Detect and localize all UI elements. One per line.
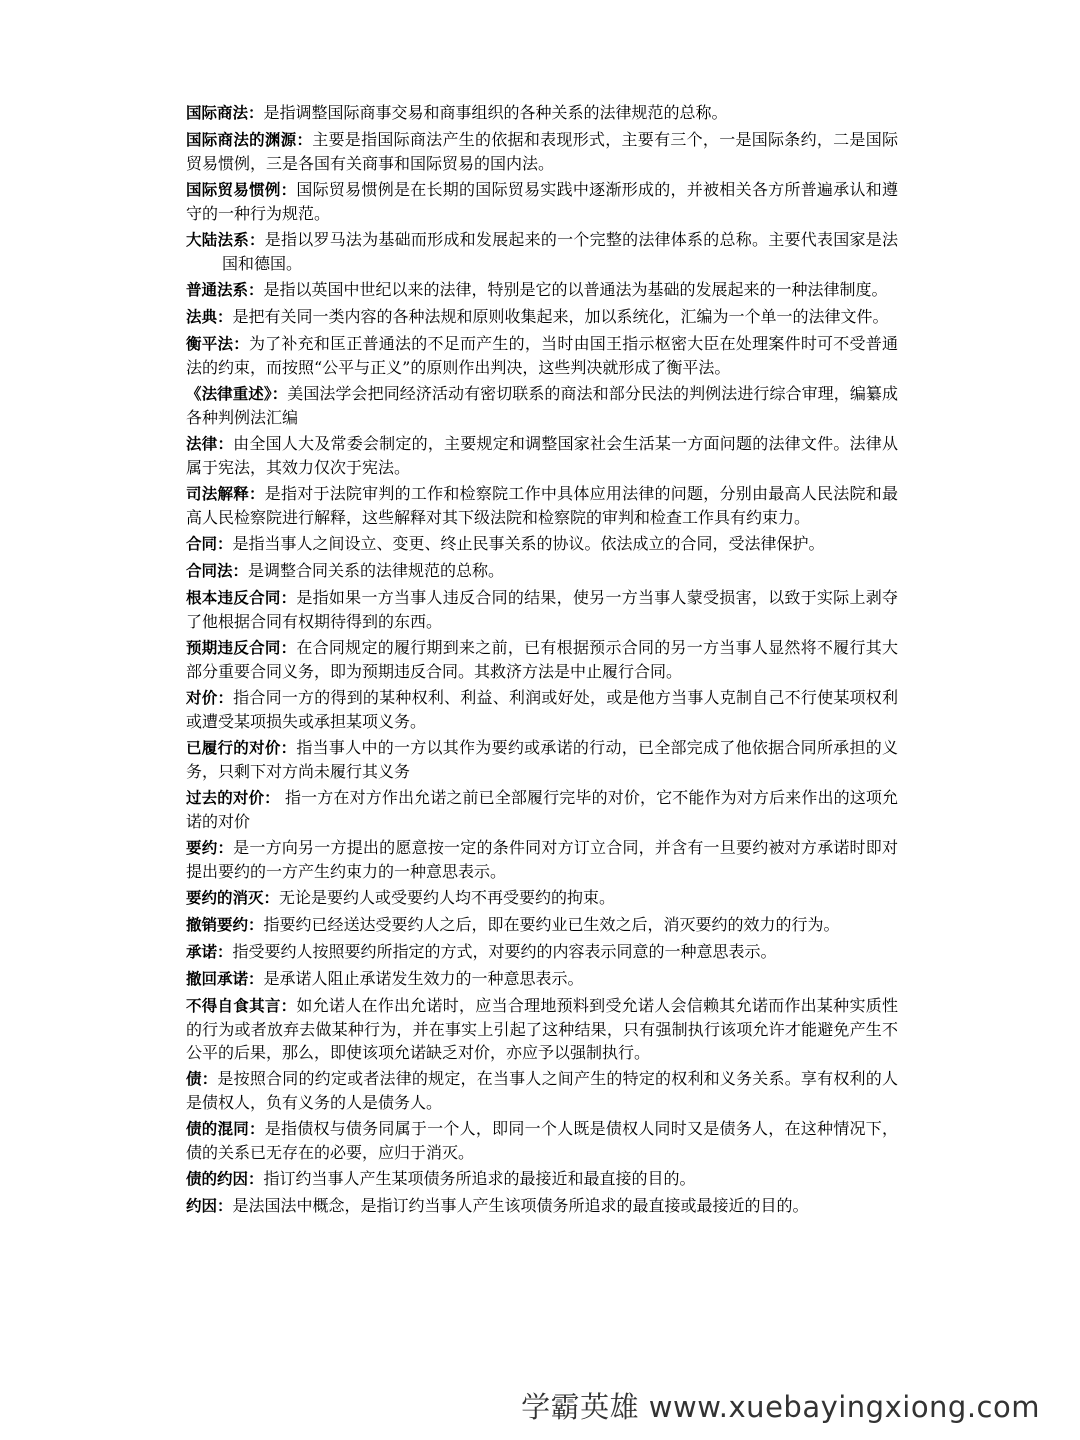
- entry-definition: 是把有关同一类内容的各种法规和原则收集起来，加以系统化，汇编为一个单一的法律文件。: [232, 307, 889, 326]
- entry-fundamental-breach: [186, 586, 898, 633]
- entry-definition: 由全国人大及常委会制定的，主要规定和调整国家社会生活某一方面问题的法律文件。法律从属于宪法，其效力仅次于宪法。: [186, 434, 898, 477]
- entry-cause: [186, 1194, 898, 1218]
- entry-term: 《法律重述》：: [186, 385, 288, 403]
- entry-term: 约因：: [186, 1197, 233, 1215]
- entry-definition: 美国法学会把同经济活动有密切联系的商法和部分民法的判例法进行综合审理，编纂成各种判例法汇编: [186, 384, 898, 427]
- entry-definition: 在合同规定的履行期到来之前，已有根据预示合同的另一方当事人显然将不履行其大部分重要合同义务，即为预期违反合同。其救济方法是中止履行合同。: [186, 638, 898, 681]
- entry-definition: 是承诺人阻止承诺发生效力的一种意思表示。: [263, 969, 584, 988]
- entry-international-commercial-law: [186, 101, 898, 125]
- entry-term: 债的约因：: [186, 1170, 264, 1188]
- entry-term: 预期违反合同：: [186, 639, 297, 657]
- entry-definition: 主要是指国际商法产生的依据和表现形式，主要有三个，一是国际条约，二是国际贸易惯例，三是各国有关商事和国际贸易的国内法。: [186, 130, 898, 173]
- entry-sources-of-law: [186, 128, 898, 175]
- entry-definition: 指当事人中的一方以其作为要约或承诺的行动，已全部完成了他依据合同所承担的义务，只剩下对方尚未履行其义务: [186, 738, 898, 781]
- entry-contract: [186, 532, 898, 556]
- entry-term: 国际商法的渊源：: [186, 131, 313, 149]
- entry-definition: 是指债权与债务同属于一个人，即同一个人既是债权人同时又是债务人，在这种情况下，债的关系已无存在的必要，应归于消灭。: [186, 1119, 898, 1162]
- entry-offer-termination: [186, 886, 898, 910]
- entry-definition: 指合同一方的得到的某种权利、利益、利润或好处，或是他方当事人克制自己不行使某项权利或遭受某项损失或承担某项义务。: [186, 688, 898, 731]
- entry-definition: 指受要约人按照要约所指定的方式，对要约的内容表示同意的一种意思表示。: [232, 942, 777, 961]
- entry-term: 法典：: [186, 308, 233, 326]
- entry-definition: 是指对于法院审判的工作和检察院工作中具体应用法律的问题，分别由最高人民法院和最高人民检察院进行解释，这些解释对其下级法院和检察院的审判和检查工作具有约束力。: [186, 484, 898, 527]
- entry-term: 国际贸易惯例：: [186, 181, 297, 199]
- entry-definition: 为了补充和匡正普通法的不足而产生的，当时由国王指示枢密大臣在处理案件时可不受普通法的约束，而按照“公平与正义”的原则作出判决，这些判决就形成了衡平法。: [186, 334, 898, 377]
- entry-term: 撤回承诺：: [186, 970, 264, 988]
- entry-definition: 是指调整国际商事交易和商事组织的各种关系的法律规范的总称。: [263, 103, 728, 122]
- entry-definition: 是指如果一方当事人违反合同的结果，使另一方当事人蒙受损害，以致于实际上剥夺了他根据合同有权期待得到的东西。: [186, 588, 898, 631]
- entry-term: 合同法：: [186, 562, 249, 580]
- entry-offer: [186, 836, 898, 883]
- entry-definition: 是法国法中概念，是指订约当事人产生该项债务所追求的最直接或最接近的目的。: [232, 1196, 809, 1215]
- entry-term: 衡平法：: [186, 335, 249, 353]
- entry-term: 要约的消灭：: [186, 889, 280, 907]
- entry-term: 国际商法：: [186, 104, 264, 122]
- entry-restatement: [186, 382, 898, 429]
- entry-definition: 无论是要约人或受要约人均不再受要约的拘束。: [279, 888, 616, 907]
- entry-definition: 如允诺人在作出允诺时，应当合理地预料到受允诺人会信赖其允诺而作出某种实质性的行为或者放弃去做某种行为，并在事实上引起了这种结果，只有强制执行该项允许才能避免产生不公平的后果，那么，即使该项允诺缺乏对价，亦应予以强制执行。: [186, 996, 898, 1062]
- entry-equity: [186, 332, 898, 379]
- entry-definition: 是按照合同的约定或者法律的规定，在当事人之间产生的特定的权利和义务关系。享有权利的人是债权人，负有义务的人是债务人。: [186, 1069, 898, 1112]
- entry-term: 要约：: [186, 839, 234, 857]
- watermark: 学霸英雄 www.xuebayingxiong.com: [521, 1390, 1040, 1424]
- entry-common-law-system: [186, 278, 898, 302]
- entry-term: 过去的对价：: [186, 789, 280, 807]
- entry-term: 债的混同：: [186, 1120, 265, 1138]
- entry-law: [186, 432, 898, 479]
- entry-term: 法律：: [186, 435, 234, 453]
- entry-term: 对价：: [186, 689, 234, 707]
- entry-anticipatory-breach: [186, 636, 898, 683]
- entry-definition: 是指以英国中世纪以来的法律，特别是它的以普通法为基础的发展起来的一种法律制度。: [263, 280, 888, 299]
- entry-offer-revocation: [186, 913, 898, 937]
- entry-obligation: [186, 1067, 898, 1114]
- entry-definition: 国际贸易惯例是在长期的国际贸易实践中逐渐形成的，并被相关各方所普遍承认和遵守的一种行为规范。: [186, 180, 898, 223]
- entry-term: 普通法系：: [186, 281, 264, 299]
- entry-consideration: [186, 686, 898, 733]
- entry-definition: 是指当事人之间设立、变更、终止民事关系的协议。依法成立的合同，受法律保护。: [232, 534, 825, 553]
- entry-cause-of-obligation: [186, 1167, 898, 1191]
- entry-term: 已履行的对价：: [186, 739, 297, 757]
- entry-contract-law: [186, 559, 898, 583]
- entry-term: 撤销要约：: [186, 916, 264, 934]
- entry-acceptance-withdrawal: [186, 967, 898, 991]
- entry-confusion-of-debt: [186, 1117, 898, 1164]
- entry-definition: 是指以罗马法为基础而形成和发展起来的一个完整的法律体系的总称。主要代表国家是法国和德国。: [222, 230, 898, 273]
- entry-term: 大陆法系：: [186, 231, 265, 249]
- entry-trade-custom: [186, 178, 898, 225]
- entry-term: 根本违反合同：: [186, 589, 297, 607]
- entry-definition: 指一方在对方作出允诺之前已全部履行完毕的对价，它不能作为对方后来作出的这项允诺的对价: [186, 788, 898, 831]
- document-body: [186, 101, 898, 1221]
- entry-definition: 是一方向另一方提出的愿意按一定的条件同对方订立合同，并含有一旦要约被对方承诺时即对提出要约的一方产生约束力的一种意思表示。: [186, 838, 898, 881]
- entry-acceptance: [186, 940, 898, 964]
- entry-term: 债：: [186, 1070, 218, 1088]
- entry-promissory-estoppel: [186, 994, 898, 1064]
- entry-judicial-interpretation: [186, 482, 898, 529]
- entry-past-consideration: [186, 786, 898, 833]
- entry-definition: 指订约当事人产生某项债务所追求的最接近和最直接的目的。: [263, 1169, 696, 1188]
- entry-term: 不得自食其言：: [186, 997, 297, 1015]
- entry-term: 合同：: [186, 535, 233, 553]
- entry-code: [186, 305, 898, 329]
- entry-term: 承诺：: [186, 943, 233, 961]
- entry-term: 司法解释：: [186, 485, 265, 503]
- entry-definition: 是调整合同关系的法律规范的总称。: [248, 561, 505, 580]
- entry-civil-law-system: [186, 228, 898, 275]
- entry-executed-consideration: [186, 736, 898, 783]
- entry-definition: 指要约已经送达受要约人之后，即在要约业已生效之后，消灭要约的效力的行为。: [263, 915, 840, 934]
